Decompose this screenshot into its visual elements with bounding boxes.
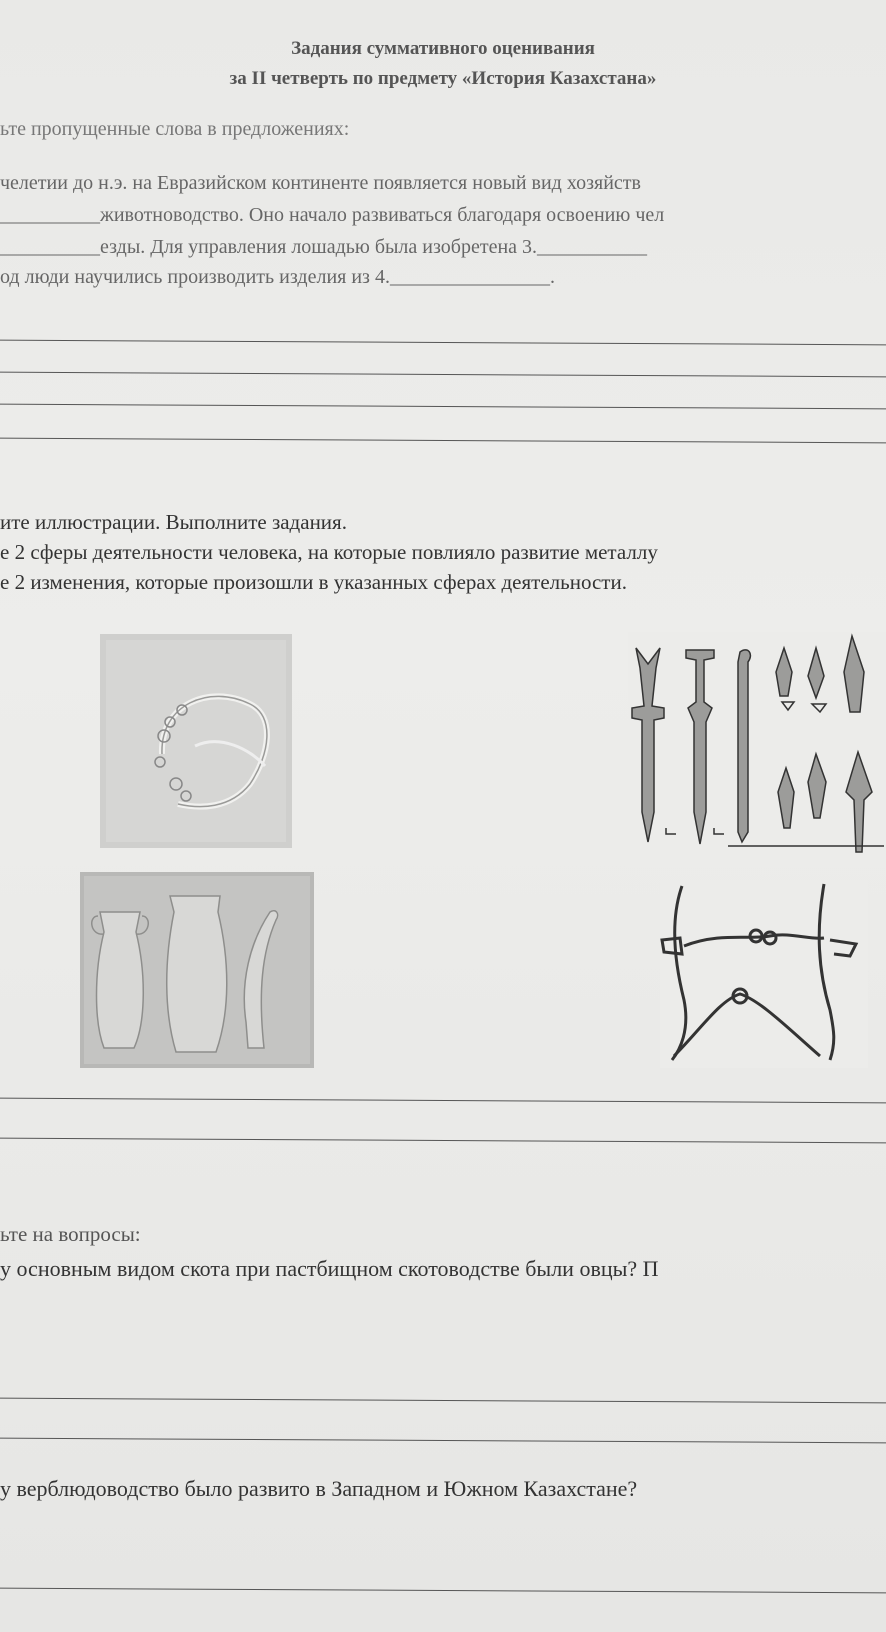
horse-bit-drawing xyxy=(660,880,868,1068)
worksheet-title: Задания суммативного оценивания xyxy=(291,38,595,59)
answer-line[interactable] xyxy=(0,1438,886,1444)
answer-line[interactable] xyxy=(0,372,886,378)
weapons-drawing xyxy=(628,632,886,868)
task1-sentence-line: од люди научились производить изделия из 4.________________. xyxy=(0,266,555,288)
task3-question: у верблюдоводство было развито в Западном и Южном Казахстане? xyxy=(0,1476,638,1501)
task1-sentence-line: __________езды. Для управления лошадью была изобретена 3.___________ xyxy=(0,236,648,258)
answer-line[interactable] xyxy=(0,1138,886,1144)
task3-question: у основным видом скота при пастбищном скотоводстве были овцы? П xyxy=(0,1256,659,1281)
answer-line[interactable] xyxy=(0,404,886,410)
vessels-photo xyxy=(80,872,314,1068)
task1-sentence-line: __________животноводство. Оно начало развиваться благодаря освоению чел xyxy=(0,204,665,226)
answer-line[interactable] xyxy=(0,438,886,444)
task1-instruction: ьте пропущенные слова в предложениях: xyxy=(0,118,350,140)
answer-line[interactable] xyxy=(0,1588,886,1594)
answer-line[interactable] xyxy=(0,340,886,346)
task2-question-line: е 2 сферы деятельности человека, на которые повлияло развитие металлу xyxy=(0,540,658,564)
task2-question-line: е 2 изменения, которые произошли в указанных сферах деятельности. xyxy=(0,570,627,594)
bracelet-photo xyxy=(100,634,292,848)
worksheet-subtitle: за II четверть по предмету «История Казахстана» xyxy=(229,68,657,89)
answer-line[interactable] xyxy=(0,1398,886,1404)
task1-sentence-line: челетии до н.э. на Евразийском континенте появляется новый вид хозяйств xyxy=(0,172,641,194)
task3-instruction: ьте на вопросы: xyxy=(0,1222,141,1246)
task2-instruction: ите иллюстрации. Выполните задания. xyxy=(0,510,347,534)
answer-line[interactable] xyxy=(0,1098,886,1104)
